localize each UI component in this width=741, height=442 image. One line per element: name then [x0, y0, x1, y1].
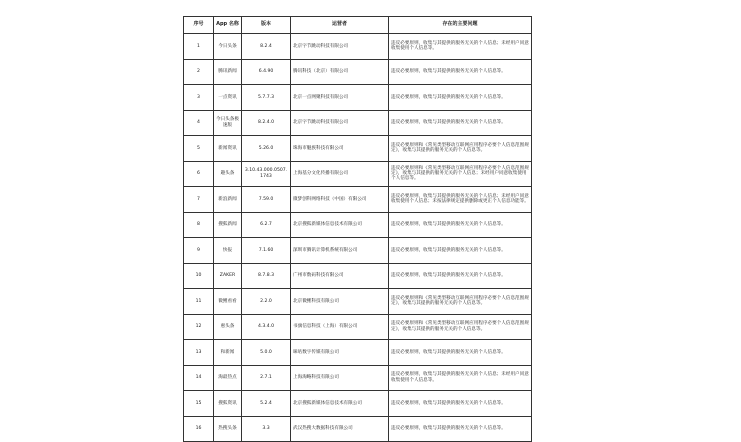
- cell-operator: 腾讯科技（北京）有限公司: [291, 59, 389, 85]
- cell-app: 新闻资讯: [214, 136, 242, 162]
- cell-issue: 违反必要原则，收集与其提供的服务无关的个人信息等。: [389, 238, 532, 264]
- cell-version: 5.7.7.3: [242, 85, 291, 111]
- table-row: [184, 314, 532, 340]
- header-operator: 运营者: [291, 17, 389, 34]
- cell-version: 6.2.7: [242, 212, 291, 238]
- cell-operator: 广州市数码科技有限公司: [291, 263, 389, 289]
- table-row: [184, 238, 532, 264]
- cell-app: 今日头条极速版: [214, 110, 242, 136]
- cell-no: 8: [184, 212, 214, 238]
- header-issue: 存在的主要问题: [389, 17, 532, 34]
- cell-app: 今日头条: [214, 34, 242, 60]
- cell-no: 10: [184, 263, 214, 289]
- cell-no: 2: [184, 59, 214, 85]
- cell-app: 腾讯新闻: [214, 59, 242, 85]
- cell-app: 趣头条: [214, 161, 242, 187]
- cell-version: 2.7.1: [242, 365, 291, 391]
- cell-issue: 违反必要原则，收集与其提供的服务无关的个人信息等。: [389, 416, 532, 442]
- cell-issue: 违反必要原则和《常见类型移动互联网应用程序必要个人信息范围规定》，收集与其提供的服务无关的个人信息等。: [389, 136, 532, 162]
- header-app: App 名称: [214, 17, 242, 34]
- cell-no: 16: [184, 416, 214, 442]
- header-no: 序号: [184, 17, 214, 34]
- cell-operator: 微梦创科网络科技（中国）有限公司: [291, 187, 389, 213]
- cell-issue: 违反必要原则和《常见类型移动互联网应用程序必要个人信息范围规定》，收集与其提供的服务无关的个人信息等。: [389, 289, 532, 315]
- table-row: [184, 59, 532, 85]
- cell-operator: 北京搜狐新媒体信息技术有限公司: [291, 212, 389, 238]
- table-row: [184, 187, 532, 213]
- cell-issue: 违反必要原则和《常见类型移动互联网应用程序必要个人信息范围规定》，收集与其提供的服务无关的个人信息等。: [389, 314, 532, 340]
- cell-version: 2.2.0: [242, 289, 291, 315]
- cell-no: 14: [184, 365, 214, 391]
- app-issues-table: [183, 16, 532, 442]
- table-body: [184, 34, 532, 442]
- table-row: [184, 212, 532, 238]
- cell-operator: 上海淘略科技有限公司: [291, 365, 389, 391]
- table-row: [184, 34, 532, 60]
- cell-app: 搜狐资讯: [214, 391, 242, 417]
- cell-operator: 书旗信息科技（上海）有限公司: [291, 314, 389, 340]
- table-row: [184, 110, 532, 136]
- cell-issue: 违反必要原则，收集与其提供的服务无关的个人信息等。: [389, 263, 532, 289]
- cell-no: 15: [184, 391, 214, 417]
- cell-no: 5: [184, 136, 214, 162]
- cell-app: 热搜头条: [214, 416, 242, 442]
- table-header-row: [184, 17, 532, 34]
- cell-version: 8.2.4: [242, 34, 291, 60]
- cell-app: 淘最热点: [214, 365, 242, 391]
- cell-operator: 北京一点网聚科技有限公司: [291, 85, 389, 111]
- cell-no: 13: [184, 340, 214, 366]
- cell-no: 1: [184, 34, 214, 60]
- cell-app: 和新闻: [214, 340, 242, 366]
- cell-version: 5.2.4: [242, 391, 291, 417]
- cell-operator: 深圳市腾讯计算机系统有限公司: [291, 238, 389, 264]
- cell-operator: 上海基分文化传播有限公司: [291, 161, 389, 187]
- cell-operator: 北京字节跳动科技有限公司: [291, 34, 389, 60]
- cell-operator: 北京微鲤科技有限公司: [291, 289, 389, 315]
- cell-issue: 违反必要原则，收集与其提供的服务无关的个人信息；未经用户同意收集使用个人信息等。: [389, 365, 532, 391]
- cell-operator: 武汉热搜大数据科技有限公司: [291, 416, 389, 442]
- cell-issue: 违反必要原则，收集与其提供的服务无关的个人信息等。: [389, 340, 532, 366]
- cell-no: 3: [184, 85, 214, 111]
- cell-version: 8.7.8.3: [242, 263, 291, 289]
- table-row: [184, 391, 532, 417]
- cell-app: 惠头条: [214, 314, 242, 340]
- cell-app: 微鲤看看: [214, 289, 242, 315]
- cell-app: 新浪新闻: [214, 187, 242, 213]
- cell-app: 搜狐新闻: [214, 212, 242, 238]
- cell-issue: 违反必要原则，收集与其提供的服务无关的个人信息等。: [389, 85, 532, 111]
- cell-version: 7.59.0: [242, 187, 291, 213]
- cell-version: 5.26.0: [242, 136, 291, 162]
- cell-version: 4.3.4.0: [242, 314, 291, 340]
- cell-operator: 珠海市魅族科技有限公司: [291, 136, 389, 162]
- cell-issue: 违反必要原则和《常见类型移动互联网应用程序必要个人信息范围规定》，收集与其提供的服务无关的个人信息；未经用户同意收集使用个人信息等。: [389, 161, 532, 187]
- cell-operator: 咪咕数字传媒有限公司: [291, 340, 389, 366]
- cell-version: 5.0.0: [242, 340, 291, 366]
- table-row: [184, 416, 532, 442]
- cell-no: 7: [184, 187, 214, 213]
- cell-no: 12: [184, 314, 214, 340]
- cell-version: 3.10.43.000.0507.1743: [242, 161, 291, 187]
- cell-no: 6: [184, 161, 214, 187]
- cell-no: 4: [184, 110, 214, 136]
- cell-no: 11: [184, 289, 214, 315]
- table-row: [184, 340, 532, 366]
- table-row: [184, 263, 532, 289]
- cell-version: 7.1.60: [242, 238, 291, 264]
- table-row: [184, 136, 532, 162]
- cell-issue: 违反必要原则，收集与其提供的服务无关的个人信息等。: [389, 391, 532, 417]
- table-row: [184, 85, 532, 111]
- cell-operator: 北京搜狐新媒体信息技术有限公司: [291, 391, 389, 417]
- cell-version: 8.2.4.0: [242, 110, 291, 136]
- cell-issue: 违反必要原则，收集与其提供的服务无关的个人信息；未经用户同意收集使用个人信息等。: [389, 34, 532, 60]
- cell-version: 3.3: [242, 416, 291, 442]
- table-row: [184, 365, 532, 391]
- cell-app: ZAKER: [214, 263, 242, 289]
- header-version: 版本: [242, 17, 291, 34]
- table-row: [184, 161, 532, 187]
- cell-no: 9: [184, 238, 214, 264]
- cell-app: 一点资讯: [214, 85, 242, 111]
- cell-issue: 违反必要原则，收集与其提供的服务无关的个人信息；未经用户同意收集使用个人信息；未按法律规定提供删除或更正个人信息功能等。: [389, 187, 532, 213]
- cell-issue: 违反必要原则，收集与其提供的服务无关的个人信息等。: [389, 212, 532, 238]
- cell-issue: 违反必要原则，收集与其提供的服务无关的个人信息等。: [389, 59, 532, 85]
- cell-operator: 北京字节跳动科技有限公司: [291, 110, 389, 136]
- cell-app: 快报: [214, 238, 242, 264]
- cell-issue: 违反必要原则，收集与其提供的服务无关的个人信息等。: [389, 110, 532, 136]
- table-row: [184, 289, 532, 315]
- cell-version: 6.4.90: [242, 59, 291, 85]
